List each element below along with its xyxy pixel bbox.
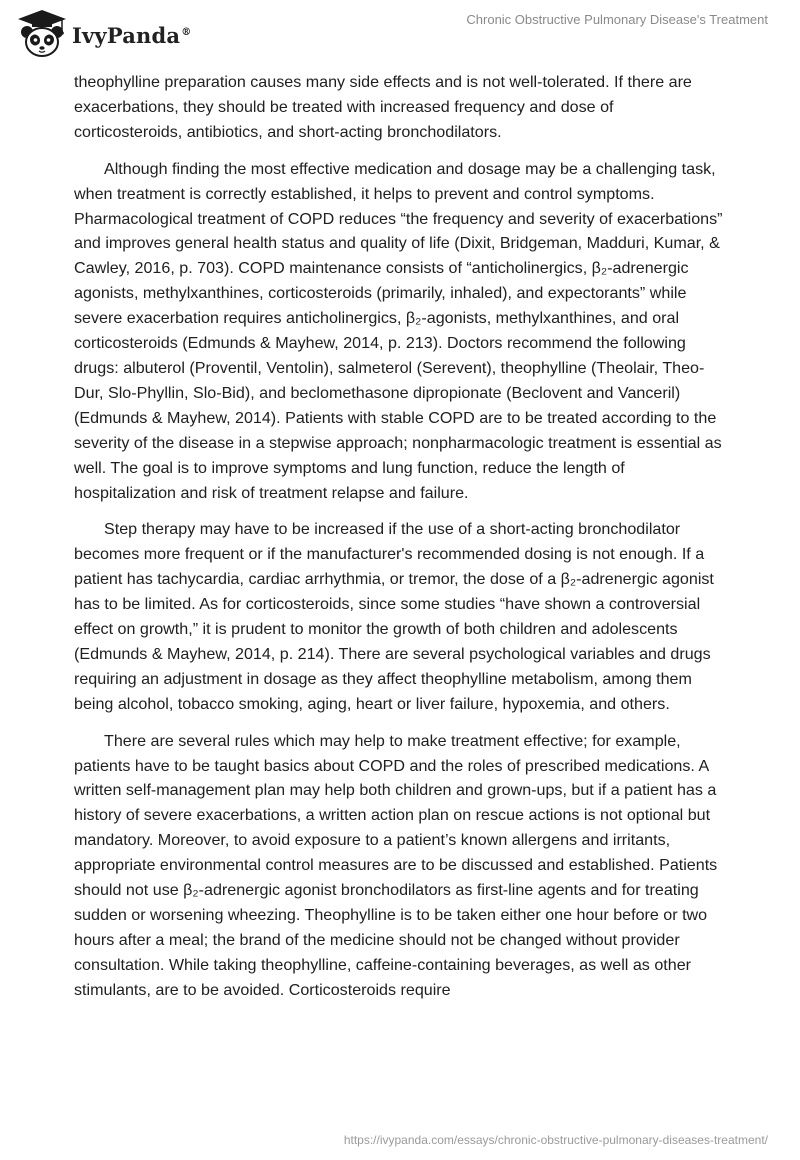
brand-name: IvyPanda® xyxy=(72,22,192,48)
page-header xyxy=(0,0,800,60)
paragraph: Although finding the most effective medication and dosage may be a challenging task, when treatment is correctly established, it helps to prevent and control symptoms. Pharmacological treatment of COPD reduces “the frequency and severity of exacerbations” and improves general health status and quality of life (Dixit, Bridgeman, Madduri, Kumar, & Cawley, 2016, p. 703). COPD maintenance consists of “anticholinergics, β₂-adrenergic agonists, methylxanthines, corticosteroids (primarily, inhaled), and expectorants” while severe exacerbation requires anticholinergics, β₂-agonists, methylxanthines, and oral corticosteroids (Edmunds & Mayhew, 2014, p. 213). Doctors recommend the following drugs: albuterol (Proventil, Ventolin), salmeterol (Serevent), theophylline (Theolair, Theo-Dur, Slo-Phyllin, Slo-Bid), and beclomethasone dipropionate (Beclovent and Vanceril) (Edmunds & Mayhew, 2014). Patients with stable COPD are to be treated according to the severity of the disease in a stepwise approach; nonpharmacologic treatment is essential as well. The goal is to improve symptoms and lung function, reduce the length of hospitalization and risk of treatment relapse and failure. xyxy=(74,159,723,502)
panda-graduate-logo-icon xyxy=(14,8,70,58)
essay-body xyxy=(74,70,726,1015)
source-url-link[interactable]: https://ivypanda.com/essays/chronic-obstructive-pulmonary-diseases-treatment/ xyxy=(343,1133,768,1147)
paragraph: theophylline preparation causes many side effects and is not well-tolerated. If there are exacerbations, they should be treated with increased frequency and dose of corticosteroids, antibiotics, and short-acting bronchodilators. xyxy=(74,73,692,141)
brand-logo-link[interactable] xyxy=(14,8,191,58)
paragraph: There are several rules which may help to make treatment effective; for example, patients have to be taught basics about COPD and the roles of prescribed medications. A written self-management plan may help both children and grown-ups, but if a patient has a history of severe exacerbations, a written action plan on rescue actions is not optional but mandatory. Moreover, to avoid exposure to a patient’s known allergens and irritants, appropriate environmental control measures are to be discussed and established. Patients should not use β₂-adrenergic agonist bronchodilators as first-line agents and for treating sudden or worsening wheezing. Theophylline is to be taken either one hour before or two hours after a meal; the brand of the medicine should not be changed without provider consultation. While taking theophylline, caffeine-containing beverages, as well as other stimulants, are to be avoided. Corticosteroids require xyxy=(74,731,718,999)
paragraph: Step therapy may have to be increased if the use of a short-acting bronchodilator becomes more frequent or if the manufacturer's recommended dosing is not enough. If a patient has tachycardia, cardiac arrhythmia, or tremor, the dose of a β₂-adrenergic agonist has to be limited. As for corticosteroids, since some studies “have shown a controversial effect on growth,” it is prudent to monitor the growth of both children and adolescents (Edmunds & Mayhew, 2014, p. 214). There are several psychological variables and drugs requiring an adjustment in dosage as they affect theophylline metabolism, among them being alcohol, tobacco smoking, aging, heart or liver failure, hypoxemia, and others. xyxy=(74,520,714,713)
document-title: Chronic Obstructive Pulmonary Disease's Treatment xyxy=(466,12,768,27)
